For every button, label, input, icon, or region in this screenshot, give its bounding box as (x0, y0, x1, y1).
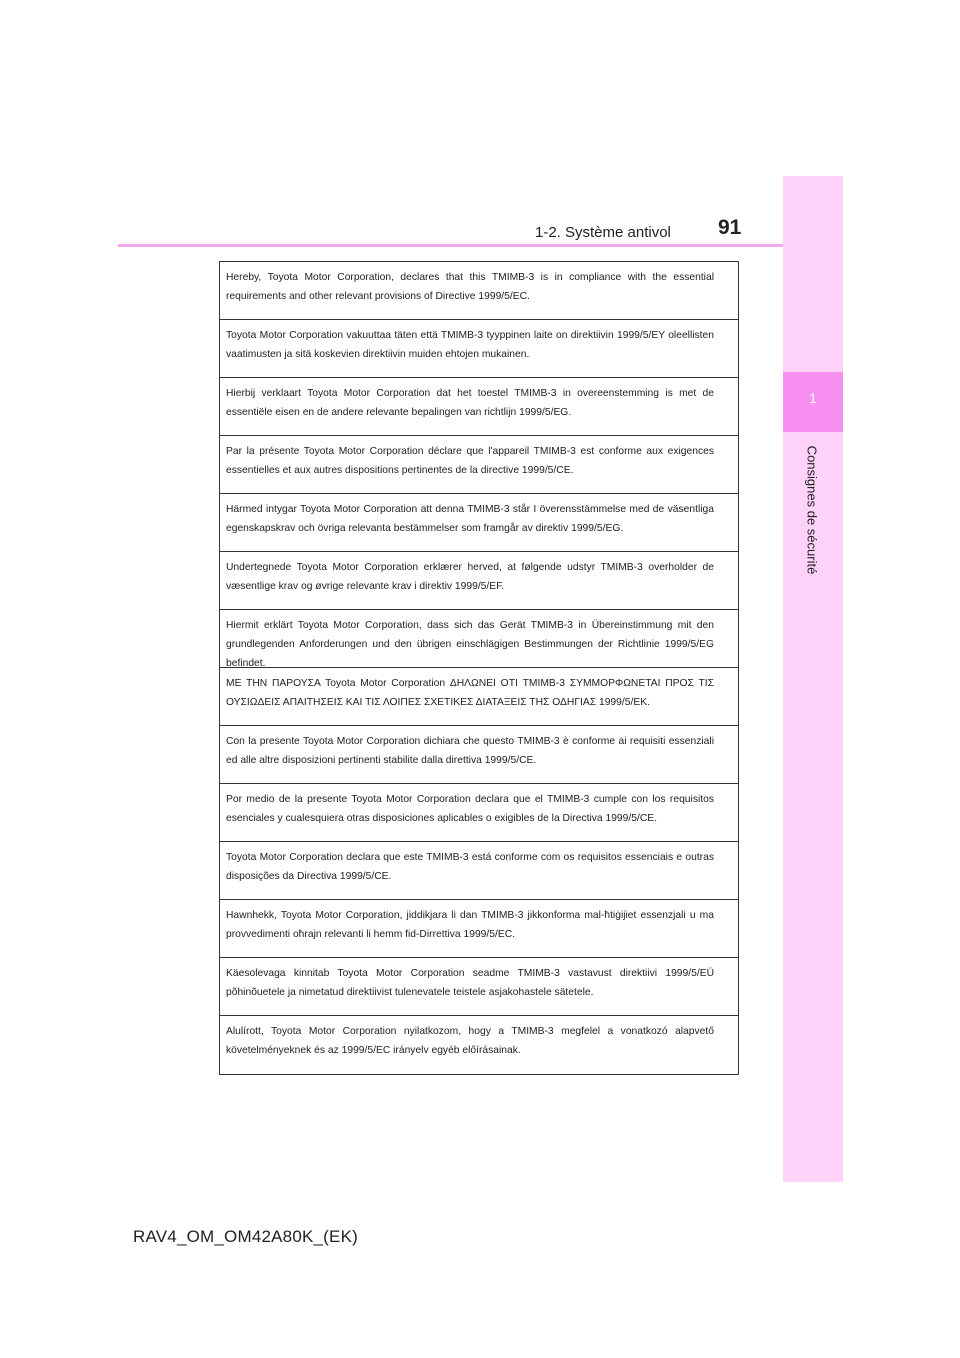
declaration-row-fi: Toyota Motor Corporation vakuuttaa täten että TMIMB-3 tyyppinen laite on direktiivin 1999/5/EY oleellisten vaatimusten ja sitä koskevien direktiivin muiden ehtojen mukainen. (220, 320, 738, 378)
chapter-number: 1 (809, 390, 817, 406)
declarations-table (219, 261, 739, 1075)
declaration-row-hu: Alulírott, Toyota Motor Corporation nyilatkozom, hogy a TMIMB-3 megfelel a vonatkozó alapvető követelményeknek és az 1999/5/EC irányelv egyéb előírásainak. (226, 1026, 714, 1056)
page-number: 91 (718, 216, 742, 239)
declaration-row-es: Por medio de la presente Toyota Motor Corporation declara que el TMIMB-3 cumple con los requisitos esenciales y cualesquiera otras disposiciones aplicables o exigibles de la Directiva 1999/5/CE. (220, 784, 738, 842)
declaration-row-sv: Härmed intygar Toyota Motor Corporation att denna TMIMB-3 står I överensstämmelse med de väsentliga egenskapskrav och övriga relevanta bestämmelser som framgår av direktiv 1999/5/EG. (220, 494, 738, 552)
section-title: 1-2. Système antivol (535, 224, 671, 241)
declaration-row-de: Hiermit erklärt Toyota Motor Corporation, dass sich das Gerät TMIMB-3 in Übereinstimmung mit den grundlegenden Anforderungen und den übrigen einschlägigen Bestimmungen der Richtlinie 1999/5/EG befindet. (220, 610, 738, 668)
declaration-row-it: Con la presente Toyota Motor Corporation dichiara che questo TMIMB-3 è conforme ai requisiti essenziali ed alle altre disposizioni pertinenti stabilite dalla direttiva 1999/5/CE. (220, 726, 738, 784)
declaration-row-et: Käesolevaga kinnitab Toyota Motor Corporation seadme TMIMB-3 vastavust direktiivi 1999/5/EÜ põhinõuetele ja nimetatud direktiivist tulenevatele teistele asjakohastele sätetele. (220, 958, 738, 1016)
document-code: RAV4_OM_OM42A80K_(EK) (133, 1227, 358, 1246)
declaration-row-pt: Toyota Motor Corporation declara que este TMIMB-3 está conforme com os requisitos essenciais e outras disposições da Directiva 1999/5/CE. (220, 842, 738, 900)
declaration-row-el: ΜΕ ΤΗΝ ΠΑΡΟΥΣΑ Toyota Motor Corporation ΔΗΛΩΝΕΙ ΟΤΙ TMIMB-3 ΣΥΜΜΟΡΦΩΝΕΤΑΙ ΠΡΟΣ ΤΙΣ ΟΥΣΙΩΔΕΙΣ ΑΠΑΙΤΗΣΕΙΣ ΚΑΙ ΤΙΣ ΛΟΙΠΕΣ ΣΧΕΤΙΚΕΣ ΔΙΑΤΑΞΕΙΣ ΤΗΣ ΟΔΗΓΙΑΣ 1999/5/ΕΚ. (220, 668, 738, 726)
header-rule (118, 244, 783, 247)
declaration-row-mt: Hawnhekk, Toyota Motor Corporation, jiddikjara li dan TMIMB-3 jikkonforma mal-ħtiġijiet essenzjali u ma provvedimenti oħrajn relevanti li hemm fid-Dirrettiva 1999/5/EC. (220, 900, 738, 958)
declaration-row-da: Undertegnede Toyota Motor Corporation erklærer herved, at følgende udstyr TMIMB-3 overholder de væsentlige krav og øvrige relevante krav i direktiv 1999/5/EF. (220, 552, 738, 610)
declaration-row-fr: Par la présente Toyota Motor Corporation déclare que l'appareil TMIMB-3 est conforme aux exigences essentielles et aux autres dispositions pertinentes de la directive 1999/5/CE. (220, 436, 738, 494)
declaration-row-en: Hereby, Toyota Motor Corporation, declares that this TMIMB-3 is in compliance with the essential requirements and other relevant provisions of Directive 1999/5/EC. (220, 262, 738, 320)
chapter-side-tab (783, 176, 843, 1182)
chapter-label: Consignes de sécurité (804, 445, 820, 575)
declaration-row-nl: Hierbij verklaart Toyota Motor Corporation dat het toestel TMIMB-3 in overeenstemming is met de essentiële eisen en de andere relevante bepalingen van richtlijn 1999/5/EG. (220, 378, 738, 436)
